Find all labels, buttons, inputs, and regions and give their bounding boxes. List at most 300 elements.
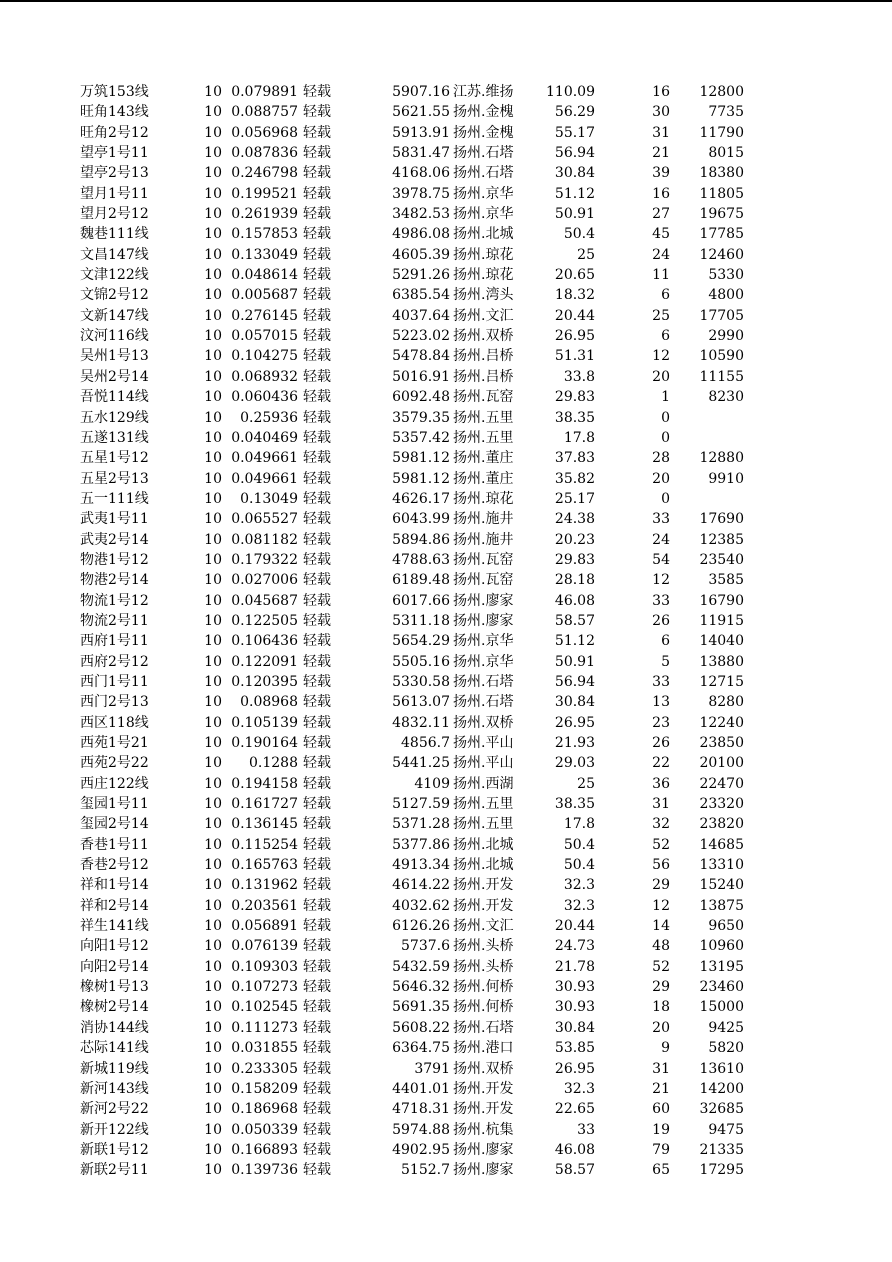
- substation-cell: 扬州.瓦窑: [453, 389, 514, 406]
- user-count-cell: 0: [661, 409, 670, 426]
- voltage-cell: 10: [204, 612, 222, 629]
- load-status-cell: 轻载: [303, 145, 331, 162]
- installed-capacity-cell: 13310: [699, 857, 744, 874]
- capacity-margin-cell: 5691.35: [392, 999, 450, 1016]
- line-length-cell: 30.93: [554, 979, 595, 996]
- voltage-cell: 10: [204, 592, 222, 609]
- table-row: [0, 1099, 892, 1119]
- user-count-cell: 0: [661, 490, 670, 507]
- capacity-margin-cell: 4168.06: [392, 165, 450, 182]
- voltage-cell: 10: [204, 714, 222, 731]
- voltage-cell: 10: [204, 979, 222, 996]
- substation-cell: 扬州.平山: [453, 755, 514, 772]
- installed-capacity-cell: 13880: [699, 653, 744, 670]
- voltage-cell: 10: [204, 633, 222, 650]
- capacity-margin-cell: 3579.35: [392, 409, 450, 426]
- line-name-cell: 旺角143线: [80, 104, 149, 121]
- table-row: [0, 896, 892, 916]
- installed-capacity-cell: 3585: [708, 572, 744, 589]
- substation-cell: 扬州.开发: [453, 877, 514, 894]
- installed-capacity-cell: 12240: [699, 714, 744, 731]
- line-length-cell: 46.08: [554, 1141, 595, 1158]
- load-status-cell: 轻载: [303, 999, 331, 1016]
- installed-capacity-cell: 12880: [699, 450, 744, 467]
- installed-capacity-cell: 5820: [708, 1040, 744, 1057]
- line-length-cell: 35.82: [554, 470, 595, 487]
- substation-cell: 扬州.施井: [453, 511, 514, 528]
- capacity-margin-cell: 5974.88: [392, 1121, 450, 1138]
- installed-capacity-cell: 7735: [708, 104, 744, 121]
- user-count-cell: 19: [652, 1121, 670, 1138]
- installed-capacity-cell: 17785: [699, 226, 744, 243]
- capacity-margin-cell: 5127.59: [392, 796, 450, 813]
- line-name-cell: 文昌147线: [80, 246, 149, 263]
- line-name-cell: 西府1号11: [80, 633, 149, 650]
- load-rate-cell: 0.161727: [231, 796, 298, 813]
- line-name-cell: 西苑2号22: [80, 755, 149, 772]
- voltage-cell: 10: [204, 735, 222, 751]
- installed-capacity-cell: 8230: [708, 389, 744, 406]
- load-status-cell: 轻载: [303, 470, 331, 487]
- line-name-cell: 祥生141线: [80, 918, 149, 935]
- load-status-cell: 轻载: [303, 1080, 331, 1097]
- user-count-cell: 31: [652, 1060, 670, 1077]
- load-status-cell: 轻载: [303, 572, 331, 589]
- load-rate-cell: 0.081182: [231, 531, 298, 548]
- user-count-cell: 39: [652, 165, 670, 182]
- user-count-cell: 0: [661, 429, 670, 446]
- substation-cell: 扬州.双桥: [453, 714, 514, 731]
- voltage-cell: 10: [204, 145, 222, 162]
- load-rate-cell: 0.068932: [231, 368, 298, 385]
- user-count-cell: 16: [652, 84, 670, 100]
- user-count-cell: 79: [652, 1141, 670, 1158]
- voltage-cell: 10: [204, 1040, 222, 1057]
- table-row: [0, 733, 892, 753]
- user-count-cell: 32: [652, 816, 670, 833]
- line-length-cell: 29.83: [554, 551, 595, 568]
- user-count-cell: 65: [652, 1162, 670, 1179]
- capacity-margin-cell: 5654.29: [392, 633, 450, 650]
- table-row: [0, 204, 892, 224]
- voltage-cell: 10: [204, 368, 222, 385]
- user-count-cell: 20: [652, 470, 670, 487]
- installed-capacity-cell: 17705: [699, 307, 744, 324]
- line-length-cell: 20.65: [554, 267, 595, 284]
- line-name-cell: 五一111线: [80, 490, 149, 507]
- capacity-margin-cell: 5621.55: [392, 104, 450, 121]
- load-rate-cell: 0.027006: [231, 572, 298, 589]
- table-row: [0, 875, 892, 895]
- load-status-cell: 轻载: [303, 918, 331, 935]
- load-status-cell: 轻载: [303, 877, 331, 894]
- load-status-cell: 轻载: [303, 775, 331, 792]
- substation-cell: 扬州.湾头: [453, 287, 514, 304]
- capacity-margin-cell: 5613.07: [392, 694, 450, 711]
- load-rate-cell: 0.166893: [231, 1141, 298, 1158]
- substation-cell: 扬州.京华: [453, 185, 514, 202]
- line-name-cell: 物港1号12: [80, 551, 149, 568]
- table-row: [0, 530, 892, 550]
- user-count-cell: 14: [652, 918, 670, 935]
- load-rate-cell: 0.031855: [231, 1040, 298, 1057]
- line-name-cell: 新开122线: [80, 1121, 149, 1138]
- load-rate-cell: 0.120395: [231, 673, 298, 690]
- user-count-cell: 22: [652, 755, 670, 772]
- substation-cell: 扬州.廖家: [453, 612, 514, 629]
- capacity-margin-cell: 5913.91: [392, 124, 450, 141]
- voltage-cell: 10: [204, 287, 222, 304]
- substation-cell: 扬州.石塔: [453, 165, 514, 182]
- load-status-cell: 轻载: [303, 84, 331, 100]
- load-rate-cell: 0.104275: [231, 348, 298, 365]
- voltage-cell: 10: [204, 206, 222, 223]
- load-rate-cell: 0.040469: [231, 429, 298, 446]
- line-name-cell: 向阳2号14: [80, 958, 149, 975]
- user-count-cell: 26: [652, 612, 670, 629]
- load-rate-cell: 0.186968: [231, 1101, 298, 1118]
- installed-capacity-cell: 5330: [708, 267, 744, 284]
- voltage-cell: 10: [204, 409, 222, 426]
- installed-capacity-cell: 13195: [699, 958, 744, 975]
- voltage-cell: 10: [204, 1019, 222, 1036]
- substation-cell: 扬州.石塔: [453, 1019, 514, 1036]
- voltage-cell: 10: [204, 104, 222, 121]
- voltage-cell: 10: [204, 673, 222, 690]
- capacity-margin-cell: 6385.54: [392, 287, 450, 304]
- capacity-margin-cell: 6126.26: [392, 918, 450, 935]
- line-length-cell: 18.32: [554, 287, 595, 304]
- load-status-cell: 轻载: [303, 409, 331, 426]
- installed-capacity-cell: 23850: [699, 735, 744, 751]
- table-row: [0, 794, 892, 814]
- line-length-cell: 46.08: [554, 592, 595, 609]
- capacity-margin-cell: 4037.64: [392, 307, 450, 324]
- load-rate-cell: 0.179322: [231, 551, 298, 568]
- substation-cell: 扬州.开发: [453, 1080, 514, 1097]
- load-status-cell: 轻载: [303, 206, 331, 223]
- load-rate-cell: 0.050339: [231, 1121, 298, 1138]
- load-status-cell: 轻载: [303, 938, 331, 955]
- user-count-cell: 12: [652, 348, 670, 365]
- load-status-cell: 轻载: [303, 287, 331, 304]
- capacity-margin-cell: 4109: [414, 775, 450, 792]
- substation-cell: 扬州.平山: [453, 735, 514, 751]
- load-status-cell: 轻载: [303, 897, 331, 914]
- line-length-cell: 17.8: [563, 429, 595, 446]
- line-name-cell: 万筑153线: [80, 84, 149, 100]
- load-status-cell: 轻载: [303, 1141, 331, 1158]
- installed-capacity-cell: 12460: [699, 246, 744, 263]
- load-status-cell: 轻载: [303, 307, 331, 324]
- substation-cell: 扬州.京华: [453, 633, 514, 650]
- table-row: [0, 387, 892, 407]
- voltage-cell: 10: [204, 694, 222, 711]
- load-rate-cell: 0.233305: [231, 1060, 298, 1077]
- line-length-cell: 25: [577, 246, 595, 263]
- substation-cell: 扬州.廖家: [453, 1162, 514, 1179]
- line-length-cell: 38.35: [554, 796, 595, 813]
- table-row: [0, 428, 892, 448]
- voltage-cell: 10: [204, 1121, 222, 1138]
- line-length-cell: 20.44: [554, 307, 595, 324]
- top-border-line: [0, 0, 892, 2]
- table-row: [0, 448, 892, 468]
- substation-cell: 扬州.头桥: [453, 958, 514, 975]
- line-name-cell: 吾悦114线: [80, 389, 149, 406]
- line-name-cell: 物港2号14: [80, 572, 149, 589]
- line-name-cell: 文锦2号12: [80, 287, 149, 304]
- table-row: [0, 285, 892, 305]
- line-length-cell: 29.03: [554, 755, 595, 772]
- line-name-cell: 新城119线: [80, 1060, 149, 1077]
- line-length-cell: 32.3: [563, 877, 595, 894]
- table-row: [0, 306, 892, 326]
- line-length-cell: 20.44: [554, 918, 595, 935]
- user-count-cell: 28: [652, 450, 670, 467]
- capacity-margin-cell: 5894.86: [392, 531, 450, 548]
- user-count-cell: 52: [652, 836, 670, 853]
- table-row: [0, 936, 892, 956]
- line-length-cell: 38.35: [554, 409, 595, 426]
- substation-cell: 扬州.石塔: [453, 145, 514, 162]
- installed-capacity-cell: 21335: [699, 1141, 744, 1158]
- voltage-cell: 10: [204, 836, 222, 853]
- capacity-margin-cell: 6043.99: [392, 511, 450, 528]
- line-name-cell: 西苑1号21: [80, 735, 149, 751]
- capacity-margin-cell: 5377.86: [392, 836, 450, 853]
- user-count-cell: 6: [661, 328, 670, 345]
- substation-cell: 扬州.廖家: [453, 592, 514, 609]
- line-length-cell: 17.8: [563, 816, 595, 833]
- line-name-cell: 橡树1号13: [80, 979, 149, 996]
- load-rate-cell: 0.049661: [231, 450, 298, 467]
- load-rate-cell: 0.276145: [231, 307, 298, 324]
- table-row: [0, 224, 892, 244]
- load-status-cell: 轻载: [303, 979, 331, 996]
- substation-cell: 江苏.维扬: [453, 84, 514, 100]
- line-name-cell: 西区118线: [80, 714, 149, 731]
- table-row: [0, 184, 892, 204]
- table-row: [0, 550, 892, 570]
- voltage-cell: 10: [204, 999, 222, 1016]
- capacity-margin-cell: 5152.7: [401, 1162, 450, 1179]
- table-row: [0, 977, 892, 997]
- table-row: [0, 143, 892, 163]
- load-rate-cell: 0.056891: [231, 918, 298, 935]
- user-count-cell: 33: [652, 673, 670, 690]
- load-status-cell: 轻载: [303, 429, 331, 446]
- line-name-cell: 消协144线: [80, 1019, 149, 1036]
- line-length-cell: 50.91: [554, 653, 595, 670]
- line-name-cell: 祥和1号14: [80, 877, 149, 894]
- voltage-cell: 10: [204, 755, 222, 772]
- load-rate-cell: 0.131962: [231, 877, 298, 894]
- substation-cell: 扬州.石塔: [453, 694, 514, 711]
- capacity-margin-cell: 4902.95: [392, 1141, 450, 1158]
- substation-cell: 扬州.石塔: [453, 673, 514, 690]
- user-count-cell: 30: [652, 104, 670, 121]
- load-rate-cell: 0.246798: [231, 165, 298, 182]
- load-rate-cell: 0.115254: [231, 836, 298, 853]
- voltage-cell: 10: [204, 307, 222, 324]
- table-row: [0, 591, 892, 611]
- load-rate-cell: 0.109303: [231, 958, 298, 975]
- line-length-cell: 51.12: [554, 185, 595, 202]
- line-name-cell: 魏巷111线: [80, 226, 149, 243]
- substation-cell: 扬州.双桥: [453, 328, 514, 345]
- load-status-cell: 轻载: [303, 511, 331, 528]
- installed-capacity-cell: 22470: [699, 775, 744, 792]
- installed-capacity-cell: 14200: [699, 1080, 744, 1097]
- installed-capacity-cell: 23320: [699, 796, 744, 813]
- installed-capacity-cell: 13875: [699, 897, 744, 914]
- substation-cell: 扬州.文汇: [453, 918, 514, 935]
- load-rate-cell: 0.057015: [231, 328, 298, 345]
- voltage-cell: 10: [204, 877, 222, 894]
- line-name-cell: 物流2号11: [80, 612, 149, 629]
- load-status-cell: 轻载: [303, 1019, 331, 1036]
- capacity-margin-cell: 4401.01: [392, 1080, 450, 1097]
- installed-capacity-cell: 17690: [699, 511, 744, 528]
- voltage-cell: 10: [204, 328, 222, 345]
- substation-cell: 扬州.吕桥: [453, 348, 514, 365]
- line-length-cell: 55.17: [554, 124, 595, 141]
- voltage-cell: 10: [204, 165, 222, 182]
- voltage-cell: 10: [204, 185, 222, 202]
- line-length-cell: 50.4: [563, 857, 595, 874]
- load-status-cell: 轻载: [303, 1121, 331, 1138]
- load-rate-cell: 0.065527: [231, 511, 298, 528]
- load-status-cell: 轻载: [303, 450, 331, 467]
- capacity-margin-cell: 5371.28: [392, 816, 450, 833]
- line-name-cell: 西庄122线: [80, 775, 149, 792]
- substation-cell: 扬州.西湖: [453, 775, 514, 792]
- line-length-cell: 30.84: [554, 1019, 595, 1036]
- table-row: [0, 367, 892, 387]
- user-count-cell: 31: [652, 124, 670, 141]
- table-row: [0, 346, 892, 366]
- user-count-cell: 36: [652, 775, 670, 792]
- line-name-cell: 文津122线: [80, 267, 149, 284]
- load-rate-cell: 0.158209: [231, 1080, 298, 1097]
- installed-capacity-cell: 13610: [699, 1060, 744, 1077]
- load-status-cell: 轻载: [303, 714, 331, 731]
- load-rate-cell: 0.08968: [240, 694, 298, 711]
- line-length-cell: 33: [577, 1121, 595, 1138]
- table-row: [0, 713, 892, 733]
- capacity-margin-cell: 4605.39: [392, 246, 450, 263]
- table-row: [0, 102, 892, 122]
- capacity-margin-cell: 4913.34: [392, 857, 450, 874]
- line-length-cell: 26.95: [554, 1060, 595, 1077]
- line-name-cell: 香巷1号11: [80, 836, 149, 853]
- installed-capacity-cell: 11915: [699, 612, 744, 629]
- table-row: [0, 916, 892, 936]
- capacity-margin-cell: 4788.63: [392, 551, 450, 568]
- load-status-cell: 轻载: [303, 348, 331, 365]
- installed-capacity-cell: 14040: [699, 633, 744, 650]
- capacity-margin-cell: 5505.16: [392, 653, 450, 670]
- line-name-cell: 武夷1号11: [80, 511, 149, 528]
- table-row: [0, 1120, 892, 1140]
- voltage-cell: 10: [204, 918, 222, 935]
- substation-cell: 扬州.港口: [453, 1040, 514, 1057]
- voltage-cell: 10: [204, 531, 222, 548]
- table-row: [0, 1038, 892, 1058]
- line-name-cell: 玺园2号14: [80, 816, 149, 833]
- capacity-margin-cell: 5981.12: [392, 450, 450, 467]
- table-row: [0, 652, 892, 672]
- table-row: [0, 774, 892, 794]
- table-row: [0, 814, 892, 834]
- capacity-margin-cell: 5291.26: [392, 267, 450, 284]
- table-row: [0, 1018, 892, 1038]
- installed-capacity-cell: 18380: [699, 165, 744, 182]
- line-length-cell: 58.57: [554, 1162, 595, 1179]
- substation-cell: 扬州.金槐: [453, 124, 514, 141]
- line-name-cell: 五星1号12: [80, 450, 149, 467]
- voltage-cell: 10: [204, 1060, 222, 1077]
- table-row: [0, 245, 892, 265]
- substation-cell: 扬州.开发: [453, 1101, 514, 1118]
- line-name-cell: 西门2号13: [80, 694, 149, 711]
- voltage-cell: 10: [204, 897, 222, 914]
- capacity-margin-cell: 5311.18: [392, 612, 450, 629]
- load-rate-cell: 0.049661: [231, 470, 298, 487]
- capacity-margin-cell: 5223.02: [392, 328, 450, 345]
- user-count-cell: 12: [652, 572, 670, 589]
- load-rate-cell: 0.060436: [231, 389, 298, 406]
- installed-capacity-cell: 8280: [708, 694, 744, 711]
- load-rate-cell: 0.005687: [231, 287, 298, 304]
- user-count-cell: 9: [661, 1040, 670, 1057]
- capacity-margin-cell: 6017.66: [392, 592, 450, 609]
- capacity-margin-cell: 3482.53: [392, 206, 450, 223]
- voltage-cell: 10: [204, 653, 222, 670]
- line-name-cell: 玺园1号11: [80, 796, 149, 813]
- capacity-margin-cell: 4832.11: [392, 714, 450, 731]
- capacity-margin-cell: 4626.17: [392, 490, 450, 507]
- line-length-cell: 37.83: [554, 450, 595, 467]
- voltage-cell: 10: [204, 775, 222, 792]
- installed-capacity-cell: 15240: [699, 877, 744, 894]
- capacity-margin-cell: 5608.22: [392, 1019, 450, 1036]
- substation-cell: 扬州.瓦窑: [453, 551, 514, 568]
- installed-capacity-cell: 12800: [699, 84, 744, 100]
- line-length-cell: 24.38: [554, 511, 595, 528]
- line-name-cell: 祥和2号14: [80, 897, 149, 914]
- user-count-cell: 12: [652, 897, 670, 914]
- load-status-cell: 轻载: [303, 836, 331, 853]
- installed-capacity-cell: 23540: [699, 551, 744, 568]
- table-row: [0, 753, 892, 773]
- user-count-cell: 24: [652, 246, 670, 263]
- line-length-cell: 26.95: [554, 714, 595, 731]
- user-count-cell: 13: [652, 694, 670, 711]
- line-name-cell: 新河143线: [80, 1080, 149, 1097]
- voltage-cell: 10: [204, 267, 222, 284]
- line-name-cell: 西门1号11: [80, 673, 149, 690]
- line-name-cell: 文新147线: [80, 307, 149, 324]
- installed-capacity-cell: 17295: [699, 1162, 744, 1179]
- load-rate-cell: 0.079891: [231, 84, 298, 100]
- user-count-cell: 20: [652, 368, 670, 385]
- load-status-cell: 轻载: [303, 185, 331, 202]
- line-length-cell: 29.83: [554, 389, 595, 406]
- user-count-cell: 29: [652, 877, 670, 894]
- substation-cell: 扬州.何桥: [453, 979, 514, 996]
